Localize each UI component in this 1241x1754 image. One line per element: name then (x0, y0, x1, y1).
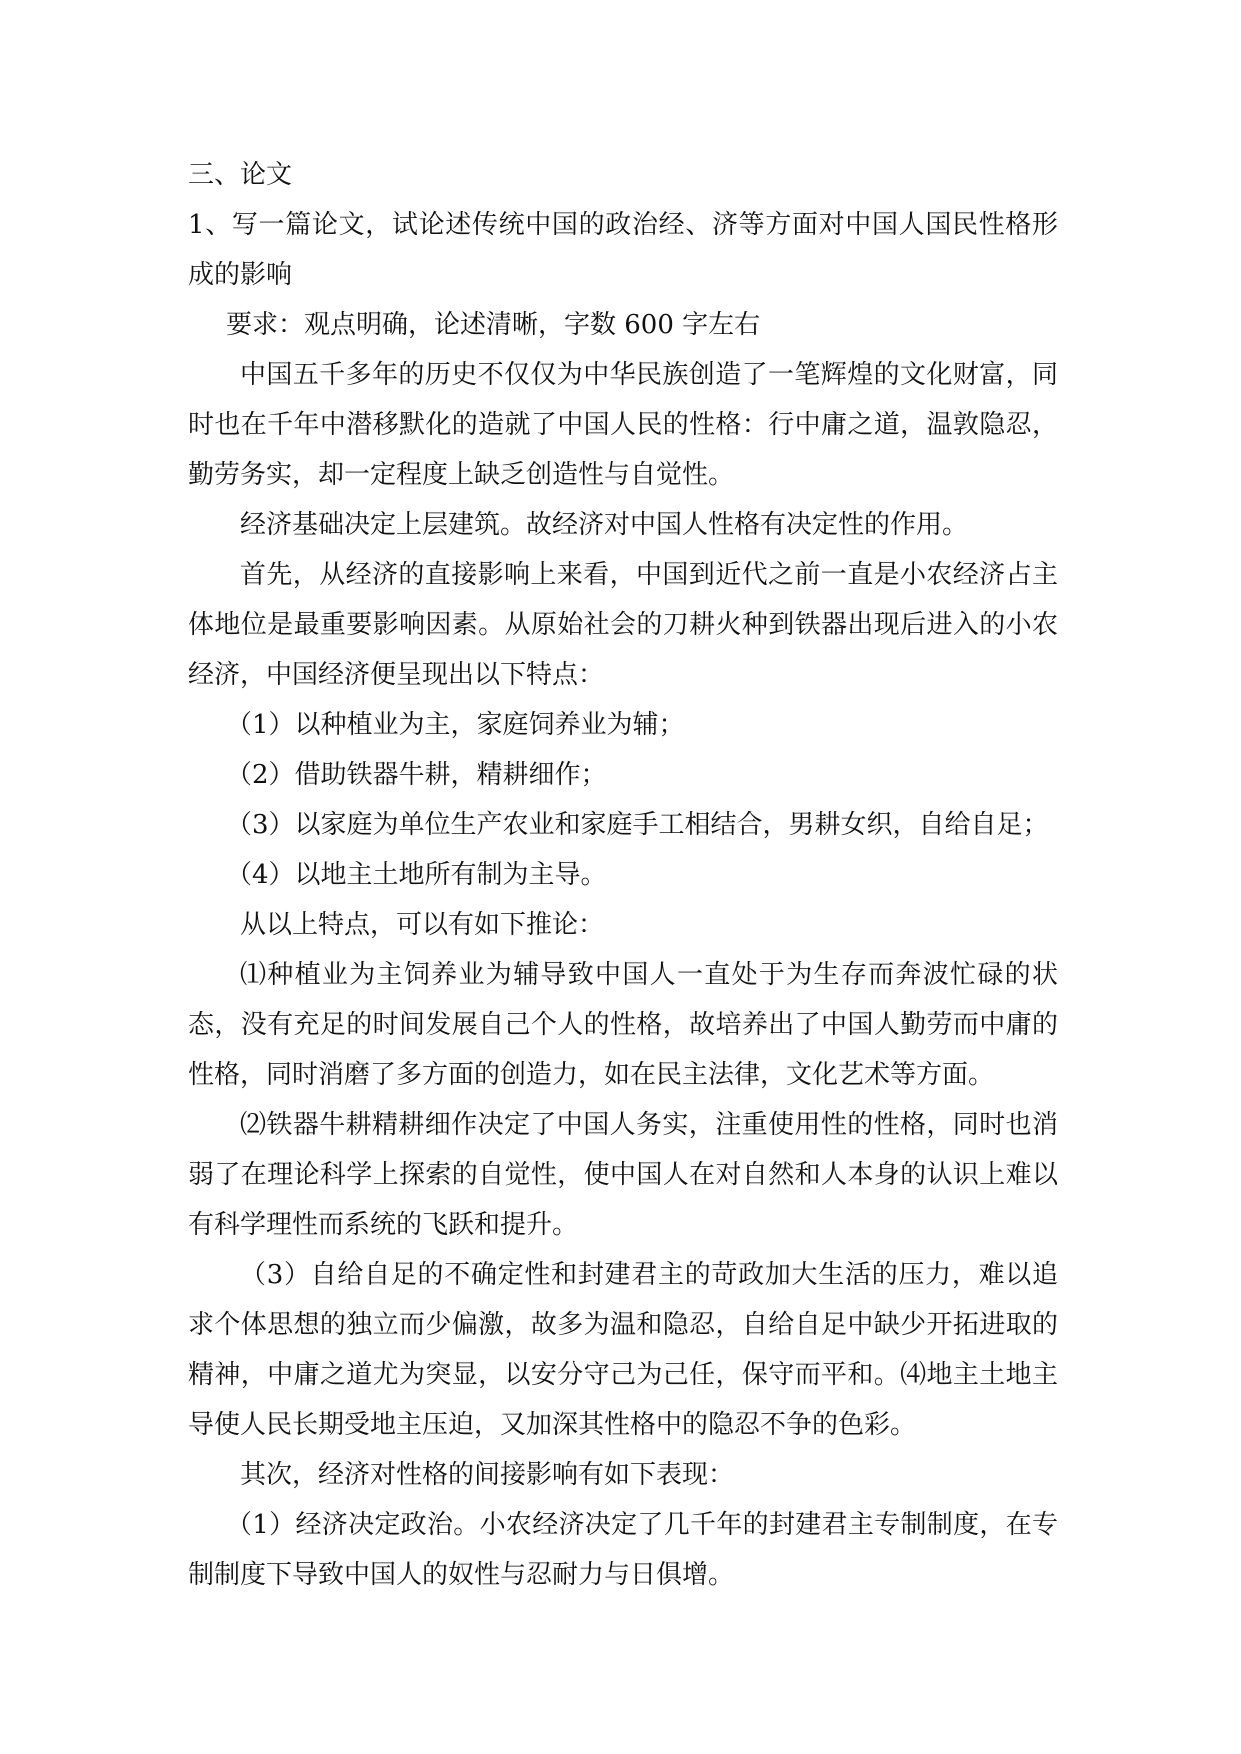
list-item: （4）以地主土地所有制为主导。 (226, 860, 607, 890)
paragraph-intro: 中国五千多年的历史不仅仅为中华民族创造了一笔辉煌的文化财富，同时也在千年中潜移默化的造就了中国人民的性格：行中庸之道，温敦隐忍，勤劳务实，却一定程度上缺乏创造性与自觉性。 (188, 360, 1058, 490)
paragraph-inference-1: ⑴种植业为主饲养业为辅导致中国人一直处于为生存而奔波忙碌的状态，没有充足的时间发展自己个人的性格，故培养出了中国人勤劳而中庸的性格，同时消磨了多方面的创造力，如在民主法律，文化艺术等方面。 (188, 960, 1058, 1090)
list-item: （1）经济决定政治。小农经济决定了几千年的封建君主专制制度，在专制制度下导致中国人的奴性与忍耐力与日俱增。 (188, 1510, 1058, 1590)
paragraph-inference-3: （3）自给自足的不确定性和封建君主的苛政加大生活的压力，难以追求个体思想的独立而少偏激，故多为温和隐忍，自给自足中缺少开拓进取的精神，中庸之道尤为突显，以安分守己为己任，保守而平和。⑷地主土地主导使人民长期受地主压迫，又加深其性格中的隐忍不争的色彩。 (188, 1260, 1058, 1440)
paragraph-first: 首先，从经济的直接影响上来看，中国到近代之前一直是小农经济占主体地位是最重要影响因素。从原始社会的刀耕火种到铁器出现后进入的小农经济，中国经济便呈现出以下特点： (188, 560, 1058, 690)
paragraph-second: 其次，经济对性格的间接影响有如下表现： (240, 1460, 735, 1490)
question-text: 1、写一篇论文，试论述传统中国的政治经、济等方面对中国人国民性格形成的影响 (188, 210, 1058, 290)
paragraph-inference: 从以上特点，可以有如下推论： (240, 910, 605, 940)
document-page (188, 150, 1058, 1600)
paragraph-inference-2: ⑵铁器牛耕精耕细作决定了中国人务实，注重使用性的性格，同时也消弱了在理论科学上探索的自觉性，使中国人在对自然和人本身的认识上难以有科学理性而系统的飞跃和提升。 (188, 1110, 1058, 1240)
list-item: （2）借助铁器牛耕，精耕细作； (226, 760, 607, 790)
section-title: 三、论文 (188, 160, 293, 190)
paragraph-economic-base: 经济基础决定上层建筑。故经济对中国人性格有决定性的作用。 (240, 510, 969, 540)
list-item: （3）以家庭为单位生产农业和家庭手工相结合，男耕女织，自给自足； (226, 810, 1049, 840)
requirement-text: 要求：观点明确，论述清晰，字数 600 字左右 (226, 310, 761, 340)
list-item: （1）以种植业为主，家庭饲养业为辅； (226, 710, 685, 740)
